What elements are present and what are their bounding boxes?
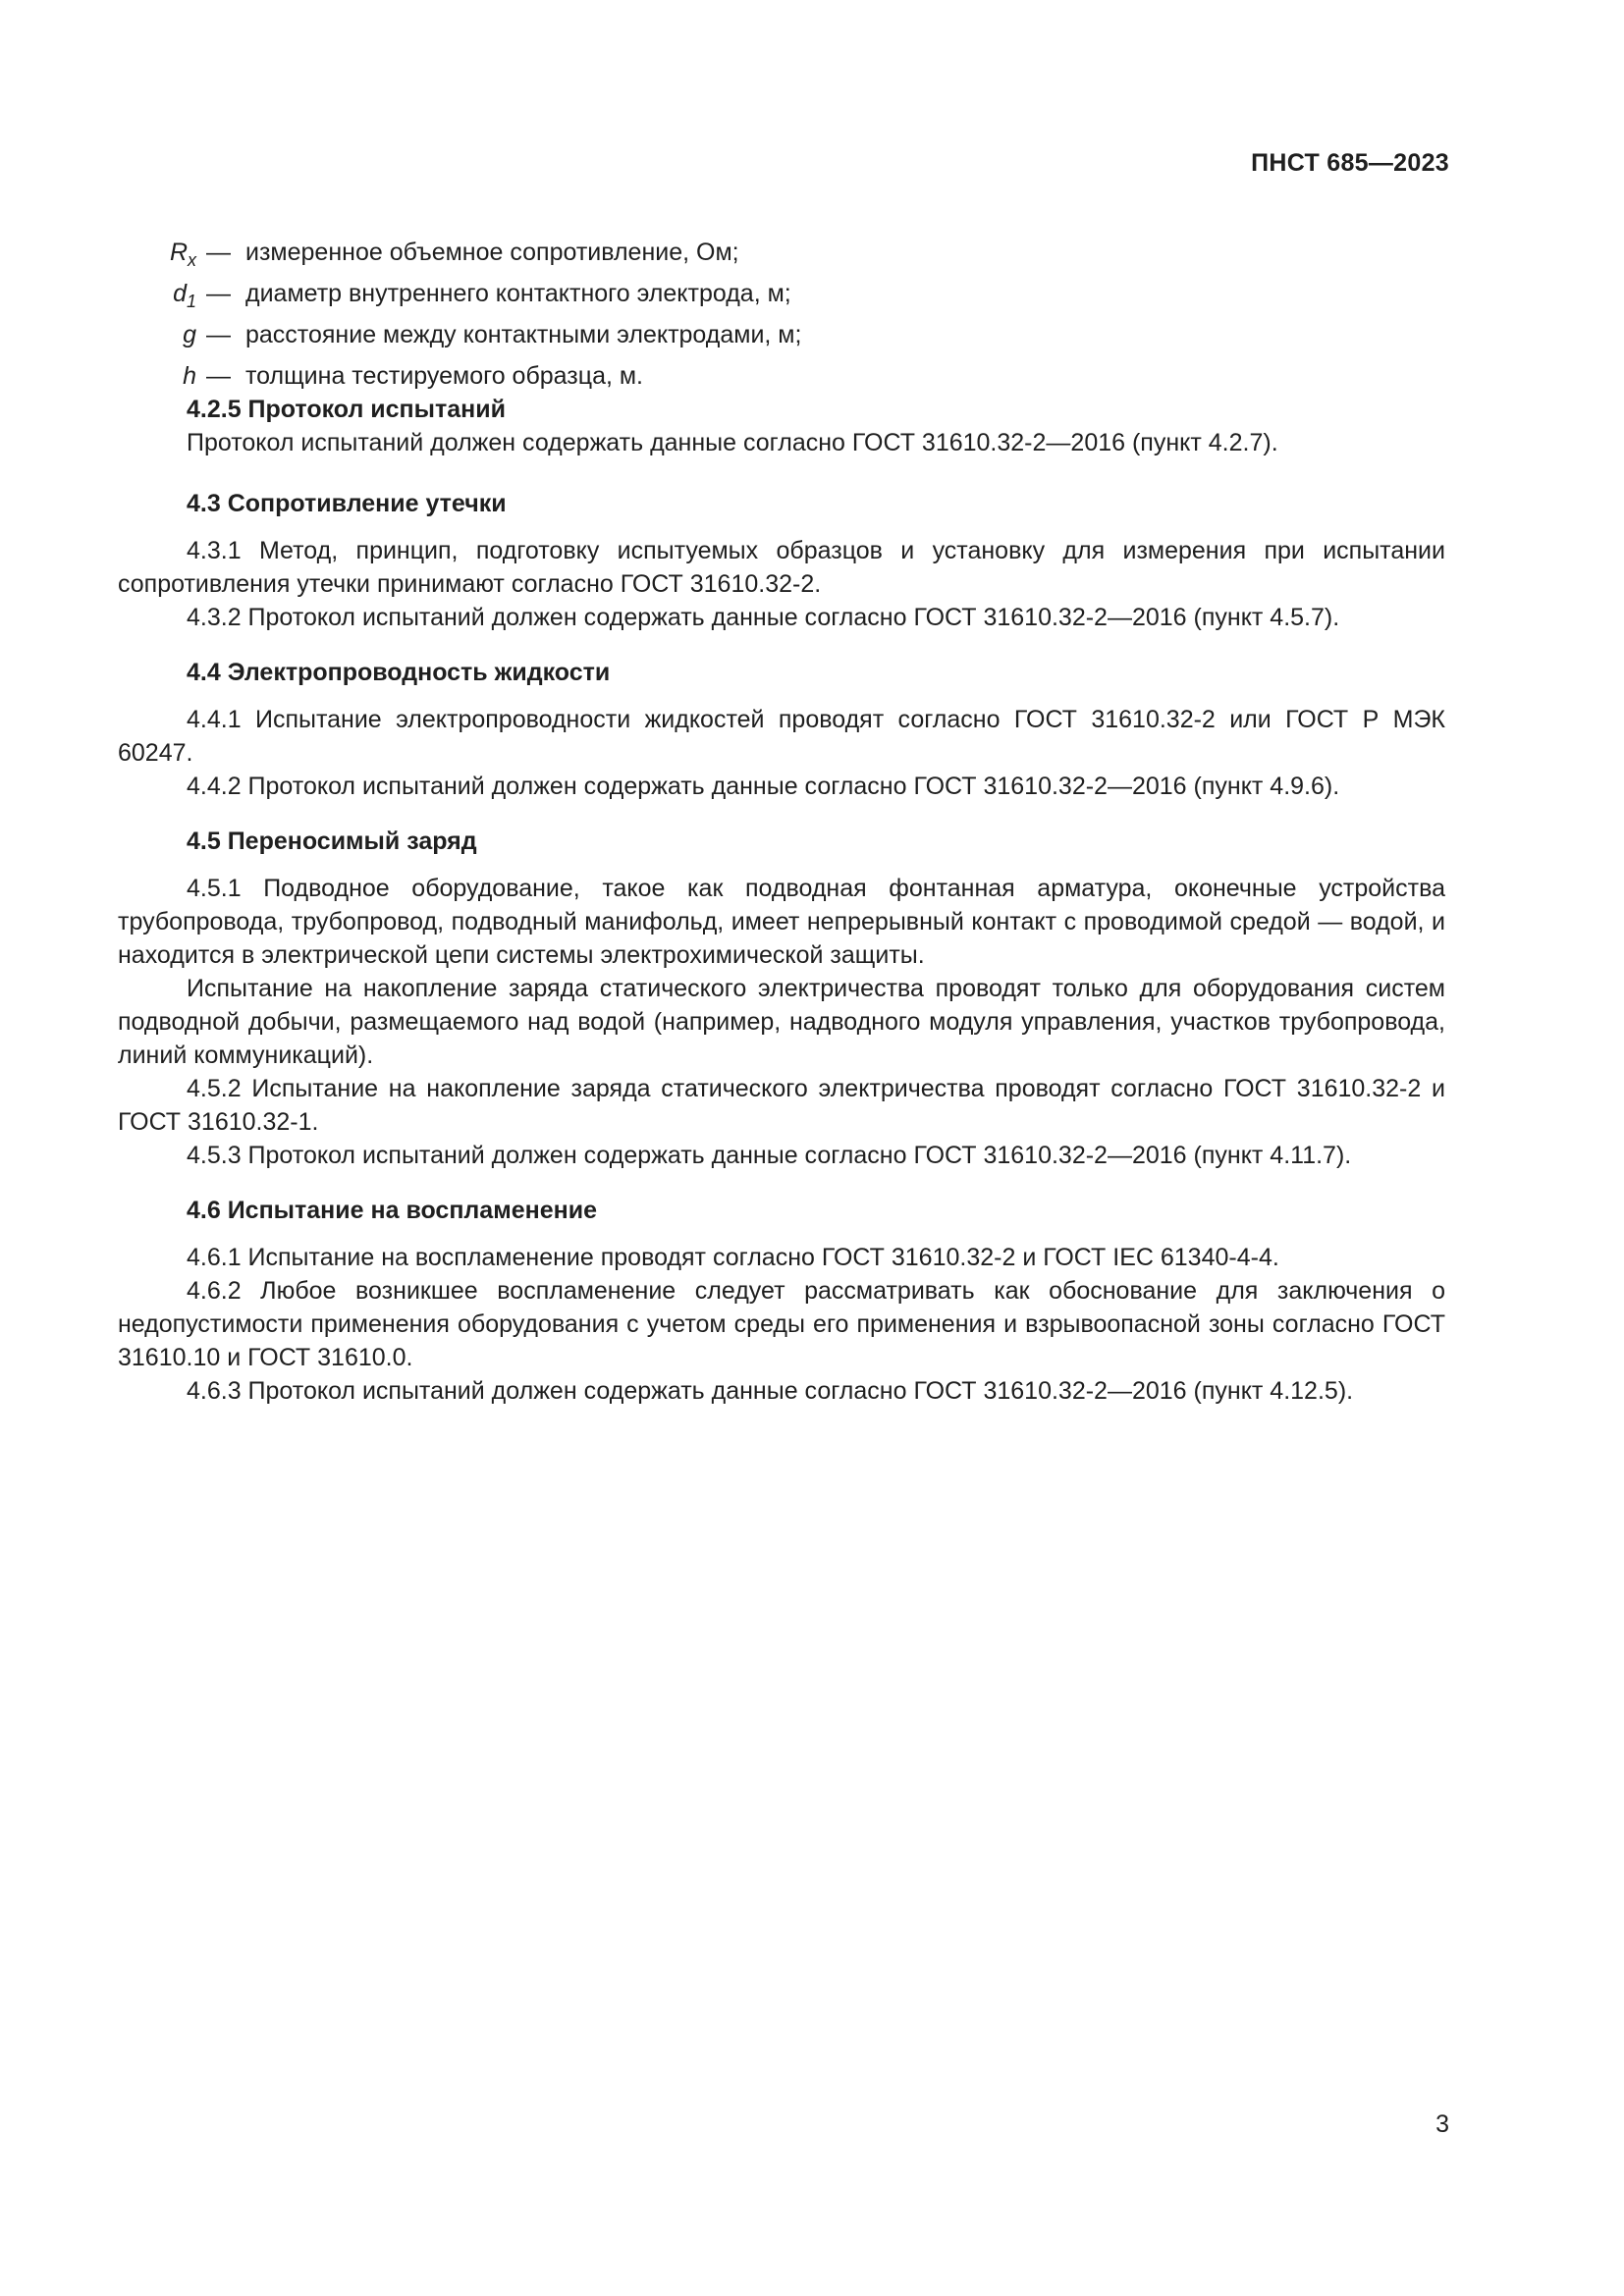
definition-row (118, 277, 1445, 318)
definition-dash: — (206, 239, 231, 266)
definition-symbol: g (183, 321, 196, 348)
paragraph-4-4-2: 4.4.2 Протокол испытаний должен содержать данные согласно ГОСТ 31610.32-2—2016 (пункт 4.9.6). (187, 773, 1340, 800)
paragraph-4-6-1: 4.6.1 Испытание на воспламенение проводят согласно ГОСТ 31610.32-2 и ГОСТ IEC 61340-4-4. (187, 1244, 1279, 1271)
subsection-heading-4-2-5: 4.2.5 Протокол испытаний (187, 396, 506, 423)
definition-text: толщина тестируемого образца, м. (245, 362, 644, 390)
definition-dash: — (206, 280, 231, 307)
paragraph-4-5-1: 4.5.1 Подводное оборудование, такое как подводная фонтанная арматура, оконечные устройства трубопровода, трубопровод, подводный манифольд, имеет непрерывный контакт с проводимой средой — водой, и находится в электрической цепи системы электрохимической защиты. (118, 875, 1445, 969)
definition-text: измеренное объемное сопротивление, Ом; (245, 239, 739, 266)
page-number: 3 (1435, 2110, 1449, 2138)
section-heading-4-3: 4.3 Сопротивление утечки (187, 490, 507, 517)
definition-row (118, 318, 1445, 359)
definition-symbol: $R_x$ (169, 239, 196, 270)
paragraph-4-5-1-cont: Испытание на накопление заряда статического электричества проводят только для оборудования систем подводной добычи, размещаемого над водой (например, надводного модуля управления, участков трубопровода, линий коммуникаций). (118, 975, 1445, 1069)
paragraph-4-5-2: 4.5.2 Испытание на накопление заряда статического электричества проводят согласно ГОСТ 31610.32-2 и ГОСТ 31610.32-1. (118, 1075, 1445, 1136)
paragraph-4-6-2: 4.6.2 Любое возникшее воспламенение следует рассматривать как обоснование для заключения о недопустимости применения оборудования с учетом среды его применения и взрывоопасной зоны согласно ГОСТ 31610.10 и ГОСТ 31610.0. (118, 1277, 1445, 1371)
paragraph-4-2-5: Протокол испытаний должен содержать данные согласно ГОСТ 31610.32-2—2016 (пункт 4.2.7). (187, 429, 1278, 456)
paragraph-4-6-3: 4.6.3 Протокол испытаний должен содержать данные согласно ГОСТ 31610.32-2—2016 (пункт 4.12.5). (187, 1377, 1354, 1405)
definition-row (118, 359, 1445, 393)
paragraph-4-4-1: 4.4.1 Испытание электропроводности жидкостей проводят согласно ГОСТ 31610.32-2 или ГОСТ Р МЭК 60247. (118, 706, 1445, 767)
paragraph-4-3-1: 4.3.1 Метод, принцип, подготовку испытуемых образцов и установку для измерения при испытании сопротивления утечки принимают согласно ГОСТ 31610.32-2. (118, 537, 1445, 598)
section-heading-4-6: 4.6 Испытание на воспламенение (187, 1197, 597, 1224)
document-body (118, 236, 1445, 1408)
section-heading-4-5: 4.5 Переносимый заряд (187, 828, 477, 855)
document-number-header: ПНСТ 685—2023 (1251, 149, 1449, 177)
definition-dash: — (206, 362, 231, 390)
section-heading-4-4: 4.4 Электропроводность жидкости (187, 659, 611, 686)
definition-symbol: h (183, 362, 196, 390)
definition-dash: — (206, 321, 231, 348)
definition-text: диаметр внутреннего контактного электрода, м; (245, 280, 791, 307)
paragraph-4-3-2: 4.3.2 Протокол испытаний должен содержать данные согласно ГОСТ 31610.32-2—2016 (пункт 4.5.7). (187, 604, 1340, 631)
definition-row (118, 236, 1445, 277)
definition-symbol: $d_1$ (173, 280, 196, 311)
paragraph-4-5-3: 4.5.3 Протокол испытаний должен содержать данные согласно ГОСТ 31610.32-2—2016 (пункт 4.11.7). (187, 1142, 1352, 1169)
variable-definitions (118, 236, 1445, 393)
definition-text: расстояние между контактными электродами, м; (245, 321, 802, 348)
